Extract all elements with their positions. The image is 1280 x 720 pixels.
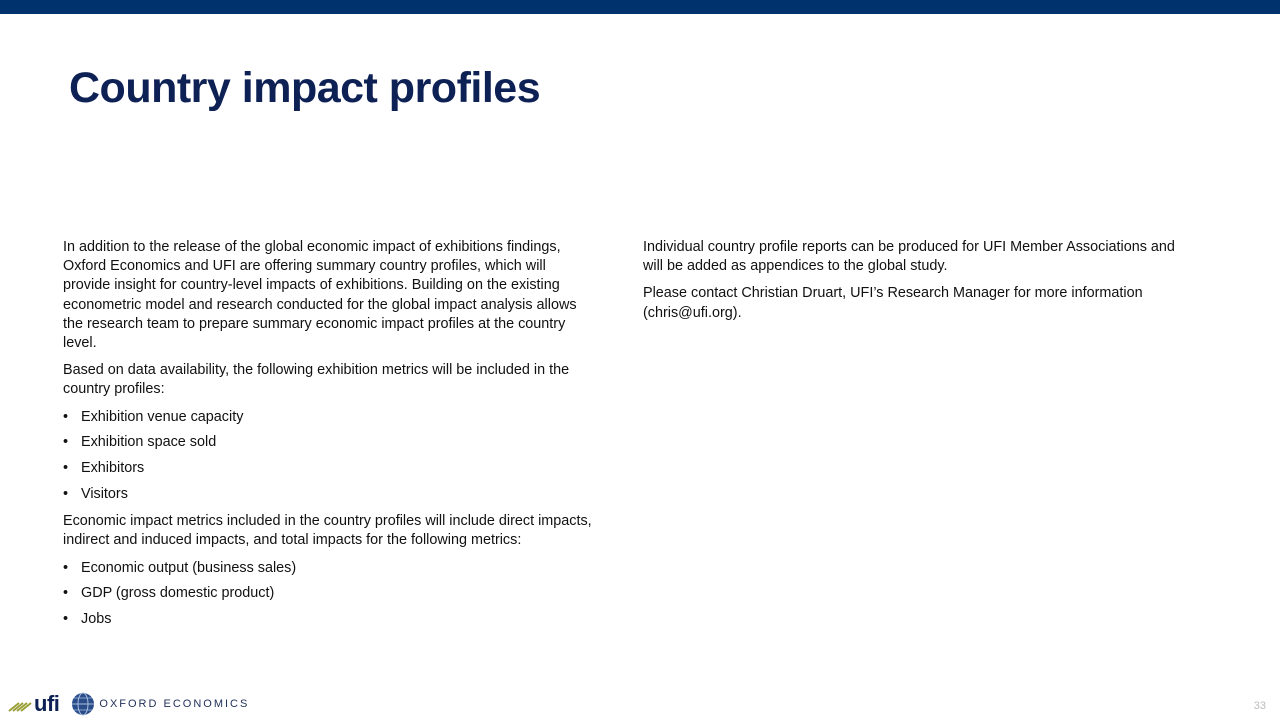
bullet-icon: • [63,585,69,602]
ufi-stripes-icon [8,695,32,713]
oxford-economics-logo [71,692,249,716]
list-item: • Jobs [63,610,593,629]
left-column [63,238,593,637]
list-item: • Exhibition space sold [63,433,593,452]
economic-metrics-list [63,559,593,630]
economic-metrics-intro: Economic impact metrics included in the country profiles will include direct impacts, indirect and induced impacts, and total impacts for the following metrics: [63,513,592,549]
page-number: 33 [1253,700,1266,712]
bullet-icon: • [63,408,69,425]
oxford-economics-logo-text: OXFORD ECONOMICS [99,698,250,710]
ufi-logo [8,691,59,717]
bullet-icon: • [63,559,69,576]
list-item: • GDP (gross domestic product) [63,584,593,603]
bullet-icon: • [63,460,69,477]
footer-logos [8,690,249,718]
top-bar [0,0,1280,14]
right-column [643,238,1188,331]
ufi-logo-text: ufi [34,691,60,716]
bullet-icon: • [63,434,69,451]
exhibition-metrics-intro: Based on data availability, the following exhibition metrics will be included in the country profiles: [63,362,570,398]
list-item: • Exhibition venue capacity [63,408,593,427]
list-item: • Economic output (business sales) [63,559,593,578]
country-reports-paragraph: Individual country profile reports can be produced for UFI Member Associations and will be added as appendices to the global study. [643,239,1175,275]
bullet-icon: • [63,611,69,628]
contact-paragraph: Please contact Christian Druart, UFI’s Research Manager for more information (chris@ufi.org). [643,285,1143,321]
exhibition-metrics-list [63,408,593,505]
list-item: • Visitors [63,485,593,504]
page-title: Country impact profiles [69,64,541,112]
globe-icon [71,692,95,716]
list-item: • Exhibitors [63,459,593,478]
intro-paragraph: In addition to the release of the global economic impact of exhibitions findings, Oxford Economics and UFI are offering summary country profiles, which will provide insight for country-level impacts of exhibitions. Building on the existing econometric model and research conducted for the global impact analysis allows the research team to prepare summary economic impact profiles at the country level. [63,239,577,352]
bullet-icon: • [63,486,69,503]
